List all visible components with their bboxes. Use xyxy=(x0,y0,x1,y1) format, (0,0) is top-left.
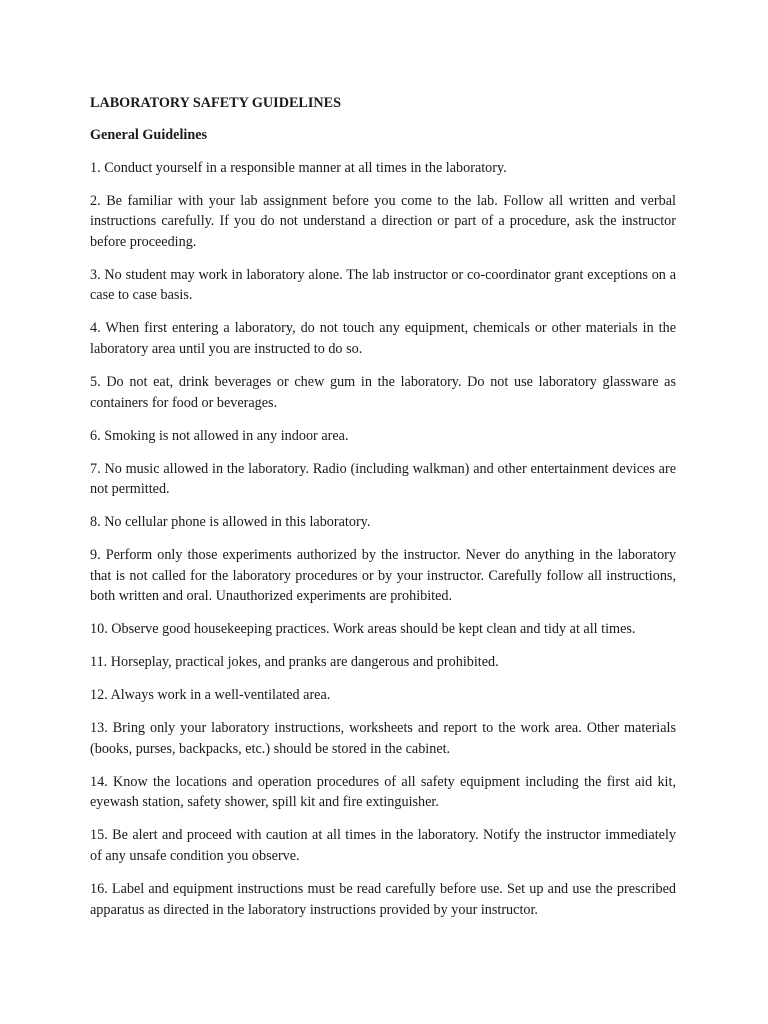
guideline-item-1: 1. Conduct yourself in a responsible manner at all times in the laboratory. xyxy=(90,159,507,176)
guideline-item-15: 15. Be alert and proceed with caution at all times in the laboratory. Notify the instructor immediately of any unsafe condition you observe. xyxy=(90,827,676,864)
guideline-item-2: 2. Be familiar with your lab assignment before you come to the lab. Follow all written and verbal instructions carefully. If you do not understand a direction or part of a procedure, ask the instructor before proceeding. xyxy=(90,192,676,250)
guideline-item-3: 3. No student may work in laboratory alone. The lab instructor or co-coordinator grant exceptions on a case to case basis. xyxy=(90,266,676,304)
section-title: General Guidelines xyxy=(90,127,208,144)
guideline-item-9: 9. Perform only those experiments authorized by the instructor. Never do anything in the laboratory that is not called for the laboratory procedures or by your instructor. Carefully follow all instructions, both written and oral. Unauthorized experiments are prohibited. xyxy=(90,547,676,605)
guideline-item-4: 4. When first entering a laboratory, do not touch any equipment, chemicals or other materials in the laboratory area until you are instructed to do so. xyxy=(90,320,676,358)
document-title: LABORATORY SAFETY GUIDELINES xyxy=(90,95,341,111)
guideline-item-7: 7. No music allowed in the laboratory. Radio (including walkman) and other entertainment devices are not permitted. xyxy=(90,460,676,498)
document-body xyxy=(90,93,676,933)
guideline-item-16: 16. Label and equipment instructions must be read carefully before use. Set up and use the prescribed apparatus as directed in the laboratory instructions provided by your instructor. xyxy=(90,880,676,918)
guideline-item-6: 6. Smoking is not allowed in any indoor area. xyxy=(90,427,349,444)
guideline-item-14: 14. Know the locations and operation procedures of all safety equipment including the first aid kit, eyewash station, safety shower, spill kit and fire extinguisher. xyxy=(90,773,676,811)
guideline-item-13: 13. Bring only your laboratory instructions, worksheets and report to the work area. Other materials (books, purses, backpacks, etc.) should be stored in the cabinet. xyxy=(90,720,676,757)
guideline-item-10: 10. Observe good housekeeping practices. Work areas should be kept clean and tidy at all times. xyxy=(90,621,636,638)
guideline-item-12: 12. Always work in a well-ventilated area. xyxy=(90,687,331,704)
guideline-item-8: 8. No cellular phone is allowed in this laboratory. xyxy=(90,514,371,531)
guideline-item-11: 11. Horseplay, practical jokes, and pranks are dangerous and prohibited. xyxy=(90,654,499,671)
guideline-item-5: 5. Do not eat, drink beverages or chew gum in the laboratory. Do not use laboratory glassware as containers for food or beverages. xyxy=(90,374,676,411)
